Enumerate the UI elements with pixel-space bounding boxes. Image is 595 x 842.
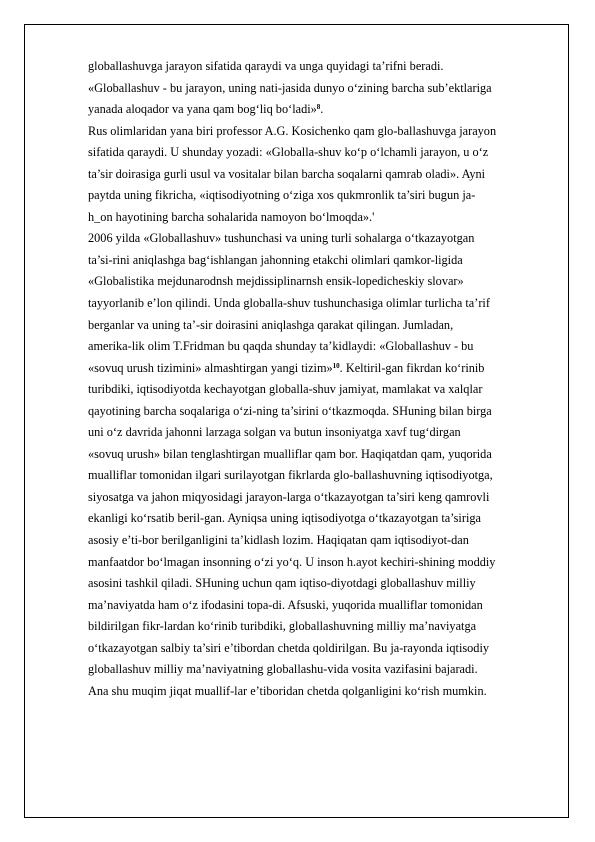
text-line: globallashuvga jarayon sifatida qaraydi va unga quyidagi ta’rifni beradi.	[88, 59, 444, 73]
text-line: mualliflar tomonidan ilgari surilayotgan fikrlarda glo-ballashuvning iqtisodiyotga,	[88, 468, 493, 483]
text-line: sifatida qaraydi. U shunday yozadi: «Globalla-shuv ko‘p o‘lchamli jarayon, u o‘z	[88, 145, 489, 160]
text-line-with-footnote	[88, 358, 558, 380]
text-line: qayotining barcha soqalariga o‘zi-ning ta’sirini o‘tkazmoqda. SHuning bilan birga	[88, 403, 492, 418]
text-line: paytda uning fikricha, «iqtisodiyotning o‘ziga xos qukmronlik ta’siri bugun ja-	[88, 188, 476, 203]
text-line: ta’sir doirasiga gurli usul va vositalar bilan barcha soqalarni qamrab oladi». Ayni	[88, 166, 486, 181]
text-line: h_on hayotining barcha sohalarida namoyon bo‘lmoqda».'	[88, 209, 375, 224]
text-line: berganlar va uning ta’-sir doirasini aniqlashga qarakat qilingan. Jumladan,	[88, 317, 454, 332]
text-line: manfaatdor bo‘lmagan insonning o‘zi yo‘q. U inson h.ayot kechiri-shining moddiy	[88, 554, 496, 569]
text-line-with-footnote	[88, 99, 558, 121]
line-text-tail: . Keltiril-gan fikrdan ko‘rinib	[339, 360, 485, 375]
text-line: «Globallashuv - bu jarayon, uning nati-jasida dunyo o‘zining barcha sub’ektlariga	[88, 80, 492, 95]
text-line: turibdiki, iqtisodiyotda kechayotgan globalla-shuv jamiyat, mamlakat va xalqlar	[88, 382, 483, 397]
text-line: tayyorlanib e’lon qilindi. Unda globalla-shuv tushunchasiga olimlar turlicha ta’rif	[88, 296, 490, 311]
text-line: amerika-lik olim T.Fridman bu qaqda shunday ta’kidlaydi: «Globallashuv - bu	[88, 339, 474, 354]
line-text: «sovuq urush tizimini» almashtirgan yangi tizim»	[88, 360, 333, 375]
text-line: asosiy e’ti-bor berilganligini ta’kidlash lozim. Haqiqatan qam iqtisodiyot-dan	[88, 533, 469, 548]
text-line: asosini tashkil qiladi. SHuning uchun qam iqtiso-diyotdagi globallashuv milliy	[88, 576, 476, 591]
text-line: globallashuv milliy ma’naviyatning globallashu-vida vosita vazifasini bajaradi.	[88, 662, 478, 677]
line-text-tail: .	[320, 102, 324, 117]
text-line: Ana shu muqim jiqat muallif-lar e’tiboridan chetda qolganligini ko‘rish mumkin.	[88, 683, 487, 698]
footnote-ref-8[interactable]: 8	[316, 103, 321, 112]
footnote-ref-10[interactable]: 10	[332, 361, 340, 370]
text-line: ta’si-rini aniqlashga bag‘ishlangan jahonning etakchi olimlari qamkor-ligida	[88, 252, 463, 267]
document-text	[88, 56, 558, 702]
line-text: yanada aloqador va yana qam bog‘liq bo‘ladi»	[88, 102, 317, 117]
text-line: «sovuq urush» bilan tenglashtirgan mualliflar qam bor. Haqiqatdan qam, yuqorida	[88, 446, 492, 461]
text-line: uni o‘z davrida jahonni larzaga solgan va butun insoniyatga xavf tug‘dirgan	[88, 425, 461, 440]
text-line: siyosatga va jahon miqyosidagi jarayon-larga o‘tkazayotgan ta’siri keng qamrovli	[88, 489, 490, 504]
text-line: 2006 yilda «Globallashuv» tushunchasi va uning turli sohalarga o‘tkazayotgan	[88, 231, 475, 246]
text-line: ma’naviyatda ham o‘z ifodasini topa-di. Afsuski, yuqorida mualliflar tomonidan	[88, 597, 483, 612]
text-line: bildirilgan fikr-lardan ko‘rinib turibdiki, globallashuvning milliy ma’naviyatga	[88, 619, 477, 634]
text-line: ekanligi ko‘rsatib beril-gan. Ayniqsa uning iqtisodiyotga o‘tkazayotgan ta’siriga	[88, 511, 481, 526]
text-line: «Globalistika mejdunarodnsh mejdissiplinarnsh ensik-lopedicheskiy slovar»	[88, 274, 464, 289]
text-line: Rus olimlaridan yana biri professor A.G. Kosichenko qam glo-ballashuvga jarayon	[88, 123, 497, 138]
text-line: o‘tkazayotgan salbiy ta’siri e’tibordan chetda qoldirilgan. Bu ja-rayonda iqtisodiy	[88, 640, 490, 655]
